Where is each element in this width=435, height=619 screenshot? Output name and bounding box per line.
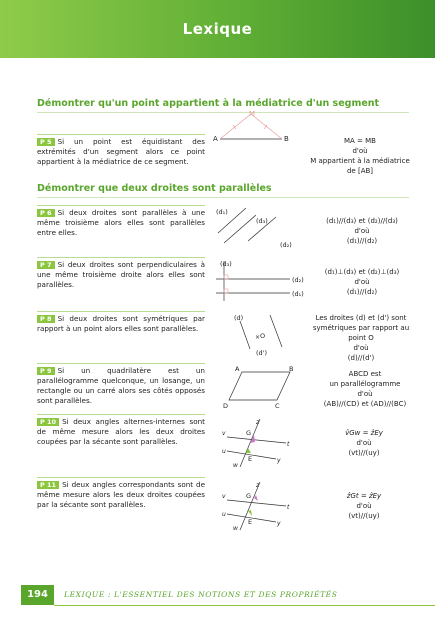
- figure-mediatrice: [210, 108, 298, 148]
- figure-p7: [214, 257, 304, 305]
- property-divider: [37, 257, 205, 258]
- section-divider: [37, 197, 409, 198]
- property-p6: [37, 208, 205, 238]
- conclusion-line: d'où: [352, 146, 368, 155]
- footer-rule: [54, 605, 435, 606]
- figure-label: t: [287, 441, 290, 448]
- property-text: Si deux droites sont perpendiculaires à une même troisième droite alors elles sont parallèles.: [37, 260, 205, 289]
- conclusion-line: d'où: [356, 501, 372, 510]
- conclusion-line: MA = MB: [344, 137, 376, 145]
- conclusion-line: symétriques par rapport au: [312, 323, 410, 332]
- property-tag: P 9: [37, 367, 55, 375]
- conclusion-line: (d₁)//(d₂): [346, 236, 378, 245]
- property-text: Si un point est équidistant des extrémités d'un segment alors ce point appartient à la médiatrice de ce segment.: [37, 137, 205, 166]
- conclusion-line: d'où: [353, 343, 369, 352]
- conclusion-line: point O: [348, 333, 374, 342]
- property-text: Si deux droites sont symétriques par rapport à un point alors elles sont parallèles.: [37, 314, 205, 333]
- property-divider: [37, 363, 205, 364]
- property-tag: P 10: [37, 418, 59, 426]
- figure-label: E: [248, 455, 253, 463]
- property-divider: [37, 134, 205, 135]
- conclusion-line: v̂Gw = ẑEy: [345, 429, 383, 437]
- conclusion-line: (vt)//(uy): [348, 511, 380, 520]
- figure-p10: [220, 415, 302, 469]
- conclusion-line: (d)//(d'): [347, 353, 375, 362]
- property-divider: [37, 414, 205, 415]
- section-title-mediatrice: Démontrer qu'un point appartient à la médiatrice d'un segment: [37, 98, 380, 109]
- figure-label: (d₂): [280, 241, 292, 249]
- figure-label: w: [233, 525, 238, 532]
- figure-p6: [212, 203, 302, 253]
- footer-running-title: LEXIQUE : L'ESSENTIEL DES NOTIONS ET DES PROPRIÉTÉS: [64, 590, 338, 599]
- property-p8: [37, 314, 205, 334]
- property-text: Si deux angles correspondants sont de même mesure alors les deux droites coupées par la sécante sont parallèles.: [37, 480, 205, 509]
- figure-label: (d₃): [256, 217, 268, 225]
- property-p9: [37, 366, 205, 406]
- figure-p11: [220, 478, 302, 532]
- figure-label: z: [256, 419, 260, 426]
- figure-label: (d₃): [220, 260, 232, 268]
- figure-label: y: [277, 457, 281, 464]
- figure-label: u: [222, 511, 226, 518]
- conclusion-line: (d₁)//(d₂): [346, 287, 378, 296]
- conclusion-p10: [309, 429, 419, 459]
- figure-label: v: [222, 430, 226, 437]
- conclusion-p9: [310, 370, 420, 410]
- figure-label: O: [260, 332, 266, 340]
- figure-label: C: [275, 402, 280, 410]
- conclusion-line: (vt)//(uy): [348, 448, 380, 457]
- property-tag: P 6: [37, 209, 55, 217]
- property-p7: [37, 260, 205, 290]
- figure-label: u: [222, 448, 226, 455]
- figure-label: A: [213, 135, 218, 143]
- property-tag: P 11: [37, 481, 59, 489]
- figure-p9: [225, 363, 305, 411]
- property-p11: [37, 480, 205, 510]
- property-tag: P 5: [37, 138, 55, 146]
- figure-label: v: [222, 493, 226, 500]
- figure-label: G: [246, 492, 252, 500]
- property-text: Si un quadrilatère est un parallélogramme quelconque, un losange, un rectangle ou un carré alors ses côtés opposés sont parallèles.: [37, 366, 205, 405]
- figure-label: B: [284, 135, 289, 143]
- figure-label: (d₁): [216, 208, 228, 216]
- conclusion-p8: [302, 314, 420, 364]
- figure-p8: [220, 309, 310, 359]
- conclusion-line: d'où: [356, 438, 372, 447]
- conclusion-line: d'où: [354, 277, 370, 286]
- conclusion-line: ABCD est: [348, 370, 382, 378]
- figure-label: (d₂): [292, 276, 304, 284]
- conclusion-line: d'où: [357, 389, 373, 398]
- figure-label: w: [233, 462, 238, 469]
- figure-label: E: [248, 518, 253, 526]
- figure-label: M: [249, 110, 256, 118]
- page-number: 194: [21, 585, 54, 605]
- property-p5: [37, 137, 205, 167]
- property-p10: [37, 417, 205, 447]
- page-header: [0, 0, 435, 58]
- conclusion-line: d'où: [354, 226, 370, 235]
- conclusion-line: (d₁)//(d₃) et (d₂)//(d₃): [326, 217, 398, 225]
- figure-label: (d): [234, 314, 244, 322]
- figure-label: t: [287, 504, 290, 511]
- conclusion-line: de [AB]: [346, 166, 374, 175]
- property-text: Si deux droites sont parallèles à une même troisième alors elles sont parallèles entre elles.: [37, 208, 205, 237]
- page-title: Lexique: [182, 20, 253, 38]
- figure-label: A: [235, 365, 240, 373]
- figure-label: (d'): [256, 349, 267, 357]
- property-divider: [37, 205, 205, 206]
- figure-label: G: [246, 429, 252, 437]
- conclusion-line: ẑGt = ẑEy: [346, 492, 382, 500]
- property-tag: P 7: [37, 261, 55, 269]
- section-title-paralleles: Démontrer que deux droites sont parallèles: [37, 183, 272, 194]
- conclusion-line: M appartient à la médiatrice: [310, 156, 410, 165]
- figure-label: (d₁): [292, 290, 304, 298]
- figure-label: z: [256, 482, 260, 489]
- figure-label: D: [223, 402, 229, 410]
- conclusion-line: un parallélogramme: [329, 379, 401, 388]
- cross-mark: ×: [255, 334, 261, 341]
- property-divider: [37, 311, 205, 312]
- figure-label: B: [289, 365, 294, 373]
- conclusion-line: (AB)//(CD) et (AD)//(BC): [323, 399, 407, 408]
- property-divider: [37, 477, 205, 478]
- conclusion-p11: [309, 492, 419, 522]
- property-tag: P 8: [37, 315, 55, 323]
- conclusion-p7: [307, 268, 417, 298]
- conclusion-line: Les droites (d) et (d') sont: [315, 314, 407, 322]
- figure-label: y: [277, 520, 281, 527]
- conclusion-p6: [307, 217, 417, 247]
- conclusion-line: (d₁)⊥(d₃) et (d₂)⊥(d₃): [324, 268, 400, 276]
- property-text: Si deux angles alternes-internes sont de même mesure alors les deux droites coupées par la sécante sont parallèles.: [37, 417, 205, 446]
- conclusion-p5: [305, 137, 415, 177]
